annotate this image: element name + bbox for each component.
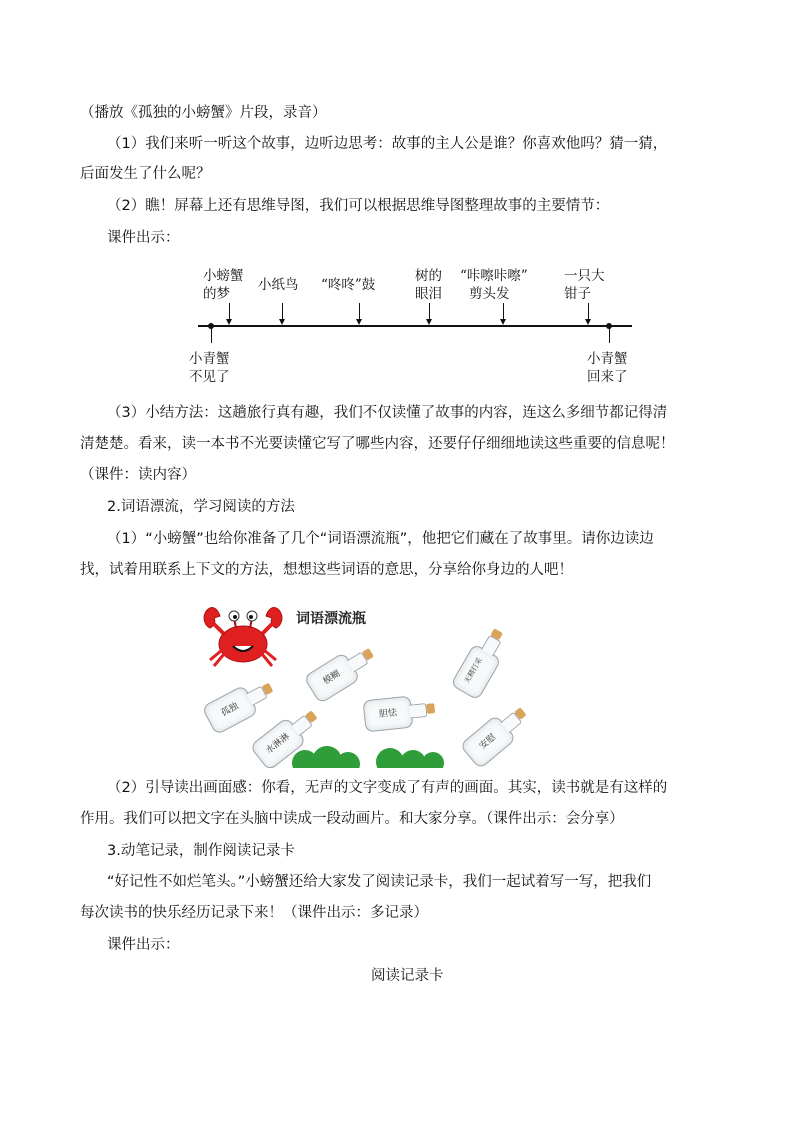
timeline-label: “咚咚”鼓 — [321, 277, 376, 293]
timeline-label: “咔嚓咔嚓” — [460, 268, 528, 284]
arrow-down-icon — [585, 319, 591, 325]
arrow-down-icon — [226, 319, 232, 325]
paragraph-question-line2: 后面发生了什么呢？ — [80, 166, 211, 182]
timeline-label: 小螃蟹 — [203, 268, 244, 284]
paragraph-intro: （播放《孤独的小螃蟹》片段，录音） — [80, 105, 327, 121]
timeline-label: 眼泪 — [415, 286, 442, 302]
timeline-tick — [609, 327, 610, 343]
paragraph-record-line1: “好记性不如烂笔头。”小螃蟹还给大家发了阅读记录卡，我们一起试着写一写，把我们 — [107, 874, 652, 890]
word-bottle-illustration — [196, 600, 536, 768]
timeline-label: 回来了 — [587, 369, 628, 385]
timeline-label: 小青蟹 — [587, 351, 628, 367]
bottle-word: 孤独 — [219, 701, 241, 719]
bottle-word: 无精打采 — [462, 656, 484, 685]
arrow-down-icon — [279, 319, 285, 325]
paragraph-mindmap: （2）瞧！屏幕上还有思维导图，我们可以根据思维导图整理故事的主要情节： — [107, 198, 610, 214]
paragraph-summary-line1: （3）小结方法：这趟旅行真有趣，我们不仅读懂了故事的内容，连这么多细节都记得清 — [107, 405, 668, 421]
section-heading-2: 2.词语漂流，学习阅读的方法 — [107, 499, 295, 515]
bottle-word: 安慰 — [477, 732, 499, 752]
bottle-title: 词语漂流瓶 — [296, 611, 366, 627]
timeline-label: 的梦 — [203, 286, 230, 302]
timeline-label: 小青蟹 — [189, 351, 230, 367]
paragraph-drift-line1: （1）“小螃蟹”也给你准备了几个“词语漂流瓶”，他把它们藏在了故事里。请你边读边 — [107, 531, 654, 547]
bottle-word: 模糊 — [321, 668, 343, 688]
paragraph-drift-line2: 找，试着用联系上下文的方法，想想这些词语的意思，分享给你身边的人吧！ — [80, 562, 573, 578]
word-bottle — [362, 696, 413, 733]
paragraph-visual-line1: （2）引导读出画面感：你看，无声的文字变成了有声的画面。其实，读书就是有这样的 — [107, 780, 668, 796]
paragraph-summary-line3: （课件：读内容） — [80, 467, 196, 483]
arrow-down-icon — [356, 319, 362, 325]
arrow-down-icon — [426, 319, 432, 325]
timeline-label: 树的 — [415, 268, 442, 284]
paragraph-summary-line2: 清楚楚。看来，读一本书不光要读懂它写了哪些内容，还要仔仔细细地读这些重要的信息呢！ — [80, 436, 675, 452]
timeline-label: 不见了 — [189, 369, 230, 385]
timeline-tick — [211, 327, 212, 343]
word-bottle — [201, 685, 258, 736]
timeline-label: 小纸鸟 — [258, 277, 299, 293]
crab-icon — [200, 602, 286, 672]
paragraph-visual-line2: 作用。我们可以把文字在头脑中读成一段动画片。和大家分享。（课件出示：会分享） — [80, 811, 624, 827]
timeline-label: 剪头发 — [469, 286, 510, 302]
bottle-word: 水淋淋 — [264, 731, 292, 757]
timeline-label: 钳子 — [564, 286, 591, 302]
timeline-label: 一只大 — [564, 268, 605, 284]
bush-shape — [422, 752, 444, 768]
section-heading-3: 3.动笔记录，制作阅读记录卡 — [107, 843, 295, 859]
word-bottle — [450, 643, 502, 701]
paragraph-question-line1: （1）我们来听一听这个故事，边听边思考：故事的主人公是谁？你喜欢他吗？猜一猜， — [107, 136, 668, 152]
timeline-axis — [198, 325, 632, 327]
record-card-title: 阅读记录卡 — [371, 968, 444, 984]
bottle-word: 胆怯 — [378, 708, 398, 720]
arrow-down-icon — [500, 319, 506, 325]
word-bottle — [459, 714, 516, 768]
paragraph-record-line2: 每次读书的快乐经历记录下来！（课件出示：多记录） — [80, 905, 428, 921]
word-bottle — [303, 652, 361, 705]
bush-shape — [336, 752, 360, 768]
courseware-label-2: 课件出示： — [107, 937, 180, 953]
courseware-label: 课件出示： — [107, 230, 180, 246]
